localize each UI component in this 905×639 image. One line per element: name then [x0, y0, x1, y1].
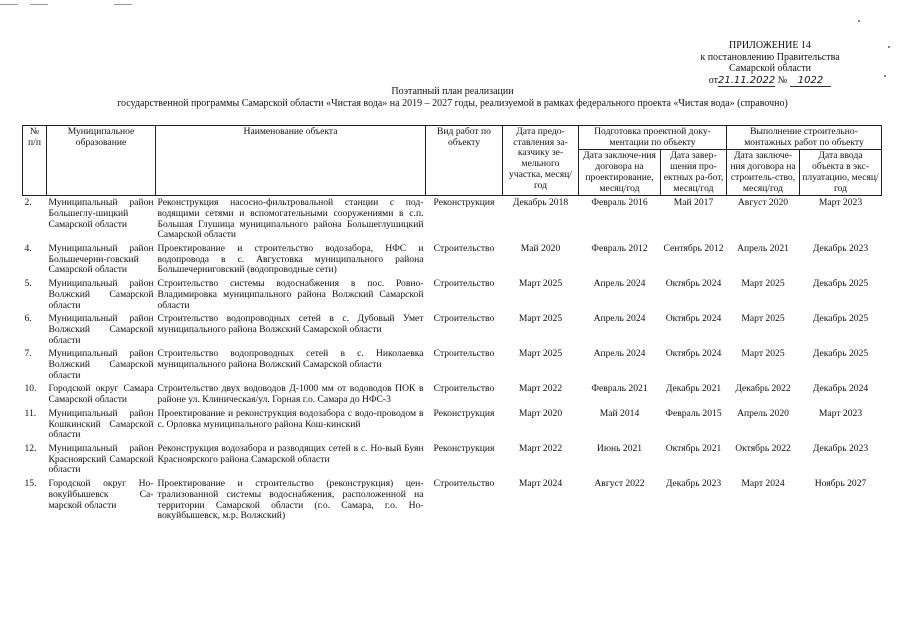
commissioning-cell: Декабрь 2024	[812, 383, 869, 395]
commissioning-cell: Ноябрь 2027	[814, 478, 867, 490]
construction-contract-cell: Декабрь 2022	[735, 383, 791, 395]
row-number: 6.	[24, 313, 32, 325]
municipality-cell: Муниципальный район Волжский Самарской области	[48, 278, 154, 311]
municipality-cell: Муниципальный район Красноярский Самарской области	[48, 442, 154, 476]
design-contract-cell: Апрель 2024	[593, 313, 646, 325]
municipality-cell: Муниципальный район Большечерни-говский Самарской области	[48, 243, 154, 276]
municipality-cell: Муниципальный район Волжский Самарской области	[48, 348, 154, 381]
design-contract-cell: Февраль 2012	[591, 243, 648, 255]
construction-contract-cell: Октябрь 2022	[735, 442, 791, 454]
commissioning-cell: Декабрь 2025	[812, 313, 869, 325]
row-number: 2.	[24, 197, 32, 209]
work-type-cell: Строительство	[433, 313, 495, 325]
row-number: 7.	[24, 348, 32, 360]
commissioning-cell: Март 2023	[818, 407, 863, 419]
table-body	[23, 196, 882, 523]
land-date-cell: Март 2022	[518, 442, 563, 454]
object-name-cell: Строительство двух водоводов Д-1000 мм от водоводов ПОК в районе ул. Клиническая/ул. Горная г.о. Самара до НФС-3	[157, 383, 424, 406]
plan-table	[22, 125, 882, 523]
handwritten-number: 1022	[790, 75, 831, 87]
col-header-design-contract: Дата заключе-ния договора на проектирование, месяц/год	[579, 150, 661, 196]
scan-edge-line	[0, 4, 18, 5]
land-date-cell: Март 2022	[518, 383, 563, 395]
design-end-cell: Октябрь 2024	[665, 278, 722, 290]
appendix-label: ПРИЛОЖЕНИЕ 14	[729, 40, 811, 51]
table-row	[23, 382, 882, 406]
number-label: №	[777, 74, 788, 86]
work-type-cell: Строительство	[433, 243, 495, 255]
decree-date-line	[660, 75, 880, 87]
work-type-cell: Строительство	[433, 383, 495, 395]
appendix-block	[660, 40, 880, 86]
table-header-row	[23, 126, 882, 150]
municipality-cell: Городской округ Самара Самарской области	[48, 383, 154, 406]
table-row	[23, 442, 882, 477]
table-row	[23, 477, 882, 523]
scan-edge-line	[30, 4, 48, 5]
from-prefix: от	[708, 74, 718, 86]
object-name-cell: Реконструкция насосно-фильтровальной станции с под-водящими сетями и вспомогательными сооружениями в с.п. Большая Глушица муниципального района Большеглушицкий Самарской области	[157, 197, 424, 241]
row-number: 10.	[24, 383, 37, 395]
object-name-cell: Строительство водопроводных сетей в с. Дубовый Умет муниципального района Волжский Самарской области	[157, 313, 424, 335]
row-number: 5.	[24, 278, 32, 290]
design-contract-cell: Апрель 2024	[593, 348, 646, 360]
col-header-design-group: Подготовка проектной доку-ментации по объекту	[579, 126, 727, 150]
col-header-design-end: Дата завер-шения про-ектных ра-бот, месяц/год	[661, 150, 727, 196]
design-end-cell: Октябрь 2024	[665, 348, 722, 360]
design-contract-cell: Апрель 2024	[593, 278, 646, 290]
title-line-2: государственной программы Самарской области «Чистая вода» на 2019 – 2027 годы, реализуемой в рамках федерального проекта «Чистая вода» (справочно)	[117, 98, 788, 109]
table-row	[23, 407, 882, 442]
design-end-cell: Декабрь 2021	[665, 383, 722, 395]
scan-speck	[884, 75, 886, 77]
municipality-cell: Муниципальный район Волжский Самарской области	[48, 313, 154, 346]
design-end-cell: Сентябрь 2012	[663, 243, 724, 255]
design-contract-cell: Август 2022	[594, 478, 645, 490]
commissioning-cell: Март 2023	[818, 197, 863, 209]
object-name-cell: Строительство системы водоснабжения в пос. Ровно-Владимировка муниципального района Волжский Самарской области	[157, 278, 424, 311]
design-contract-cell: Февраль 2016	[591, 197, 648, 209]
construction-contract-cell: Апрель 2020	[737, 407, 789, 419]
design-contract-cell: Май 2014	[599, 407, 640, 419]
row-number: 11.	[24, 407, 37, 419]
table-row	[23, 312, 882, 347]
construction-contract-cell: Март 2025	[741, 348, 785, 360]
scan-speck	[888, 46, 890, 48]
col-header-work-type: Вид работ по объекту	[426, 126, 503, 196]
land-date-cell: Март 2020	[518, 407, 563, 419]
col-header-object: Наименование объекта	[156, 126, 426, 196]
row-number: 4.	[24, 243, 32, 255]
table-row	[23, 277, 882, 312]
object-name-cell: Проектирование и строительство водозабора, НФС и водопровода в с. Августовка муниципального района Большечерниговский (водопроводные сети)	[157, 243, 424, 276]
region-line: Самарской области	[729, 63, 811, 74]
design-contract-cell: Июнь 2021	[596, 442, 643, 454]
table-row	[23, 196, 882, 242]
construction-contract-cell: Апрель 2021	[737, 243, 789, 255]
col-header-construction-group: Выполнение строительно-монтажных работ по объекту	[727, 126, 882, 150]
col-header-num: № п/п	[23, 126, 47, 196]
decree-line: к постановлению Правительства	[700, 51, 840, 63]
design-end-cell: Февраль 2015	[665, 407, 722, 419]
design-end-cell: Декабрь 2023	[665, 478, 722, 490]
land-date-cell: Март 2025	[518, 348, 563, 360]
col-header-construction-contract: Дата заключе-ния договора на строитель-ство, месяц/год	[727, 150, 800, 196]
construction-contract-cell: Март 2025	[741, 278, 785, 290]
land-date-cell: Март 2025	[518, 278, 563, 290]
work-type-cell: Реконструкция	[433, 442, 495, 454]
design-end-cell: Октябрь 2021	[665, 442, 722, 454]
row-number: 12.	[24, 442, 37, 454]
commissioning-cell: Декабрь 2025	[812, 278, 869, 290]
municipality-cell: Городской округ Но-вокуйбышевск Са-марской области	[48, 478, 154, 511]
land-date-cell: Май 2020	[520, 243, 561, 255]
scan-speck	[858, 20, 860, 22]
commissioning-cell: Декабрь 2025	[812, 348, 869, 360]
scan-edge-line	[114, 4, 132, 5]
object-name-cell: Проектирование и строительство (реконструкция) цен-трализованной системы водоснабжения, расположенной на территории Самарской области (г.о. Самара, г.о. Но-вокуйбышевск, м.р. Волжский)	[157, 478, 424, 522]
municipality-cell: Муниципальный район Большеглу-шицкий Самарской области	[48, 197, 154, 230]
commissioning-cell: Декабрь 2023	[812, 442, 869, 454]
design-end-cell: Октябрь 2024	[665, 313, 722, 325]
object-name-cell: Строительство водопроводных сетей в с. Николаевка муниципального района Волжский Самарской области	[157, 348, 424, 371]
land-date-cell: Март 2024	[518, 478, 563, 490]
object-name-cell: Проектирование и реконструкция водозабора с водо-проводом в с. Орловка муниципального района Кош-кинский	[157, 407, 424, 430]
design-end-cell: Май 2017	[673, 197, 714, 209]
municipality-cell: Муниципальный район Кошкинский Самарской области	[48, 407, 154, 441]
document-title	[0, 86, 905, 110]
col-header-commissioning: Дата ввода объекта в экс-плуатацию, месяц/год	[800, 150, 882, 196]
land-date-cell: Декабрь 2018	[512, 197, 569, 209]
construction-contract-cell: Март 2025	[741, 313, 785, 325]
table-row	[23, 242, 882, 277]
row-number: 15.	[24, 478, 37, 490]
work-type-cell: Строительство	[433, 478, 495, 490]
work-type-cell: Реконструкция	[433, 197, 495, 209]
handwritten-date: 21.11.2022	[717, 74, 776, 86]
object-name-cell: Реконструкция водозабора и разводящих сетей в с. Но-вый Буян Красноярского района Самарской области	[157, 442, 424, 465]
design-contract-cell: Февраль 2021	[591, 383, 648, 395]
col-header-municipality: Муниципальное образование	[47, 126, 156, 196]
construction-contract-cell: Март 2024	[741, 478, 785, 490]
commissioning-cell: Декабрь 2023	[812, 243, 869, 255]
land-date-cell: Март 2025	[518, 313, 563, 325]
title-line-1: Поэтапный план реализации	[391, 86, 514, 97]
work-type-cell: Реконструкция	[433, 407, 495, 419]
work-type-cell: Строительство	[433, 278, 495, 290]
construction-contract-cell: Август 2020	[737, 197, 789, 209]
work-type-cell: Строительство	[433, 348, 495, 360]
table-row	[23, 347, 882, 382]
col-header-land-date: Дата предо-ставления за-казчику зе-мельного участка, месяц/год	[503, 126, 579, 196]
